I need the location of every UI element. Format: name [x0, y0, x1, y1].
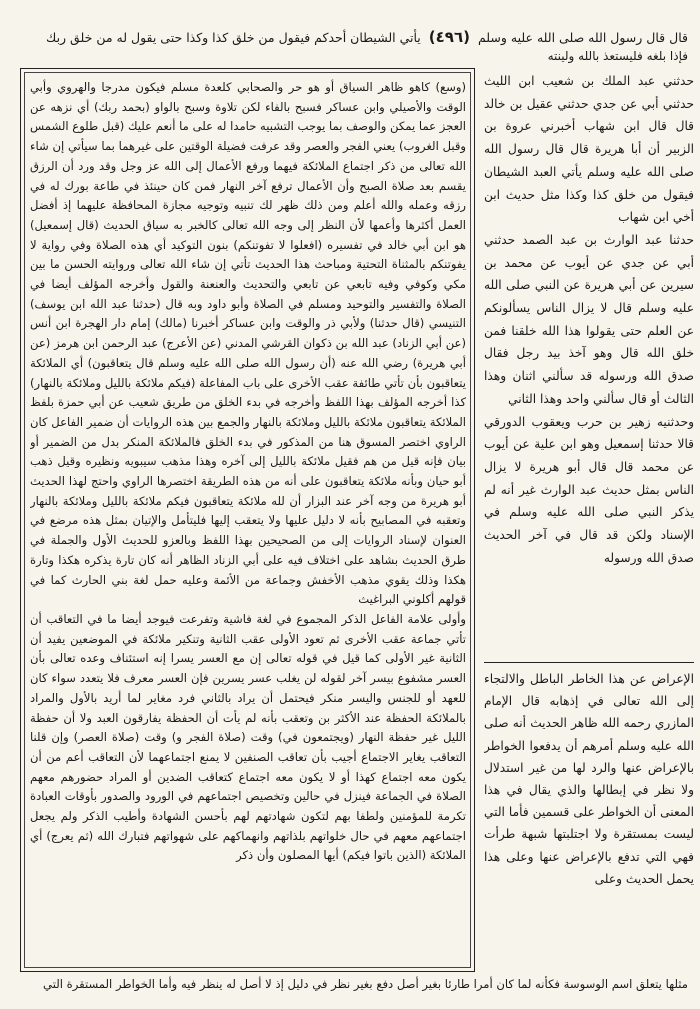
hadith-paragraph-2: حدثنا عبد الوارث بن عبد الصمد حدثني أبي عن جدي عن أيوب عن محمد بن سيرين عن أبي هريرة عن النبي صلى الله عليه وسلم قال لا يزال الناس يسألونكم عن العلم حتى يقولوا هذا الله خلقنا فمن خلق الله قال وهو آخذ بيد رجل فقال صدق الله ورسوله قد سألني اثنان وهذا الثالث أو قال سألني واحد وهذا الثاني [484, 232, 694, 406]
hadith-paragraph-1: حدثني عبد الملك بن شعيب ابن الليث حدثني أبي عن جدي حدثني عقيل بن خالد قال قال ابن شهاب أخبرني عروة بن الزبير أن أبا هريرة قال قال رسول الله صلى الله عليه وسلم يأتي العبد الشيطان فيقول من خلق كذا وكذا مثل حديث ابن أخي ابن شهاب [484, 74, 694, 225]
commentary-paragraph-2: وأولى علامة الفاعل الذكر المجموع في لغة فاشية وتفرعت فيوجد أيضا ما في التعاقب أن تأتي جماعة عقب الأخرى ثم تعود الأولى عقب الثانية وتنكير ملائكة في الموضعين يفيد أن الثانية غير الأولى كما قيل في قوله تعالى إن مع العسر يسرا إنه استئناف وعده تعالى بأن العسر مشفوع بيسر آخر لقوله لن يغلب عسر يسرين فإن العسر معرف فلا يتعدد سواء كان للعهد أو للجنس واليسر منكر فيحتمل أن يراد بالثاني فرد مغاير لما أريد بالأول والمراد بالملائكة الحفظة عند الأكثر بن وتعقب بأنه لم يأت أن الحفظة يفارقون العبد ولا أن حفظة الليل غير حفظة النهار (ويجتمعون في) وقت (صلاة الفجر و) وقت (صلاة العصر) وإن قلنا التعاقب يغاير الاجتماع أجيب بأن تعاقب الصنفين لا يمنع اجتماعهما لأن التعاقب أعم من أن يكون معه اجتماع كهذا أو لا يكون معه اجتماع كتعاقب الضدين أو المراد حضورهم معهم الصلاة في الجماعة فينزل في حالين وتخصيص اجتماعهم في الورود والصدور بأوقات العبادة تكرمة للمؤمنين ولطفا بهم لتكون شهادتهم لهم بأحسن الشهادة وأطيب الذكر ولم يجعل اجتماعهم معهم في حال خلواتهم بلذاتهم وانهماكهم على شهواتهم فتبارك الله (ثم يعرج) أي الملائكة (الذين باتوا فيكم) أيها المصلون وأن ذكر [30, 611, 466, 863]
hadith-paragraph-3: وحدثنيه زهير بن حرب ويعقوب الدورقي قالا حدثنا إسمعيل وهو ابن علية عن أيوب عن محمد قال قال أبو هريرة لا يزال الناس بمثل حديث عبد الوارث غير أنه لم يذكر النبي صلى الله عليه وسلم في الإسناد ولكن قد قال في آخر الحديث صدق الله ورسوله [484, 414, 694, 565]
nawawi-margin-text [484, 668, 694, 972]
commentary-body [30, 78, 466, 964]
hadith-margin-text [484, 70, 694, 658]
header-text-line2: فإذا بلغه فليستعذ بالله ولينته [547, 49, 688, 63]
nawawi-paragraph: الإعراض عن هذا الخاطر الباطل والالتجاء إلى الله تعالى في إذهابه قال الإمام المازري رحمه الله ظاهر الحديث أنه صلى الله عليه وسلم أمرهم أن يدفعوا الخواطر بالإعراض عنها والرد لها من غير استدلال ولا نظر في إبطالها والذي يقال في هذا المعنى أن الخواطر على قسمين فأما التي ليست بمستقرة ولا اجتلبتها شبهة طرأت فهي التي تدفع بالإعراض عنها وعلى هذا يحمل الحديث وعلى [484, 672, 694, 886]
page-footer [12, 976, 688, 1004]
header-text-start: قال قال رسول الله صلى الله عليه وسلم [477, 30, 688, 45]
margin-divider [484, 662, 694, 663]
page-number: (٤٩٦) [428, 28, 470, 46]
footer-text: مثلها يتعلق اسم الوسوسة فكأنه لما كان أمرا طارئا بغير أصل دفع بغير نظر في دليل إذ لا أصل له ينظر فيه وأما الخواطر المستقرة التي [43, 977, 688, 991]
page-header [12, 28, 688, 66]
header-text-end: يأتي الشيطان أحدكم فيقول من خلق كذا وكذا حتى يقول له من خلق ربك [46, 30, 421, 45]
commentary-paragraph-1: (وسع) كاهو ظاهر السياق أو هو حر والصحابي كلعدة مسلم فيكون مدرجا والهروي وأبي الوقت والأصيلي وابن عساكر فسبح بالفاء لكن تلاوة وسبح بالواو (بحمد ربك) أي نزهه عن العجز عما يمكن والوصف بما يوجب التشبيه حامدا له على ما أنعم عليك (قبل طلوع الشمس وقبل الغروب) يعني الفجر والعصر وقد عرفت فضيلة الوقتين على غيرهما بما سيأتي إن شاء الله تعالى من ذكر اجتماع الملائكة فيهما ورفع الأعمال إلى الله عز وجل وقد ورد أن الرزق يقسم بعد صلاة الصبح وأن الأعمال ترفع آخر النهار فمن كان حينئذ في طاعة بورك له في رزقه وعمله والله أعلم ومن ذلك ظهر لك تنبيه وتوجيه مجازة المحافظة عليهما إذ أفضل العمل أكثرها وأعمها لأن النظر إلى وجه الله تعالى كالخبر به سياق الحديث (قال إسمعيل) هو ابن أبي خالد في تفسيره (افعلوا لا تفوتنكم) بنون التوكيد أي هذه الصلاة وفي رواية لا يفوتنكم بالمثناة التحتية ومباحث هذا الحديث تأتي إن شاء الله تعالى وروايته الحسن ما بين مكي وكوفي وفيه تابعي عن تابعي والتحديث والعنعنة والقول وأخرجه المؤلف أيضا في الصلاة والتفسير والتوحيد ومسلم في الصلاة وأبو داود وبه قال (حدثنا عبد الله ابن يوسف) التنيسي (قال حدثنا) ولأبي ذر والوقت وابن عساكر أخبرنا (مالك) إمام دار الهجرة ابن أنس (عن أبي الزناد) عبد الله بن ذكوان القرشي المدني (عن الأعرج) عبد الرحمن ابن هرمز (عن أبي هريرة) رضي الله عنه (أن رسول الله صلى الله عليه وسلم قال يتعاقبون) أي الملائكة يتعاقبون بأن تأتي طائفة عقب الأخرى على باب المفاعلة (فيكم ملائكة بالليل وملائكة بالنهار) كذا أخرجه المؤلف بهذا اللفظ وأخرجه في بدء الخلق من طريق شعيب عن أبي حمزة بلفظ الملائكة يتعاقبون ملائكة بالليل وملائكة بالنهار والجمع بين هذه الروايات أن ضمير الفاعل كان الراوي اختصر المسوق هنا من المذكور في بدء الخلق فالملائكة المنكر بدل من الضمير أو بيان فإنه قيل من هم فقيل ملائكة بالليل إلى آخره وهذا مذهب سيبويه ونظيره وقيل ذهب أبو حيان وبأنه ملائكة يتعاقبون على أنه من هذه الطريقة اختصرها الراوي واحتج لهذا الحديث أبو هريرة من وجه آخر عند البزار أن لله ملائكة يتعاقبون فيكم ملائكة بالليل وملائكة بالنهار وتعقبه في المصابيح بأنه لا دليل عليها ولا يتعقب إليها فليتأمل والإتيان بمثل هذه مرضع في العنوان لإسناد الروايات إلى من الصحيحين بهذا اللفظ وبالعزو للحديث الأول والجملة في طرق الحديث بشاهد على اختلاف فيه على أبي الزناد الظاهر أنه كان تارة يذكره هكذا وتارة هكذا وذلك يقوي مذهب الأخفش وجماعة من الأئمة وعليه حمل لغة بني الحارث كما في قولهم أكلوني البراغيث [30, 80, 466, 607]
